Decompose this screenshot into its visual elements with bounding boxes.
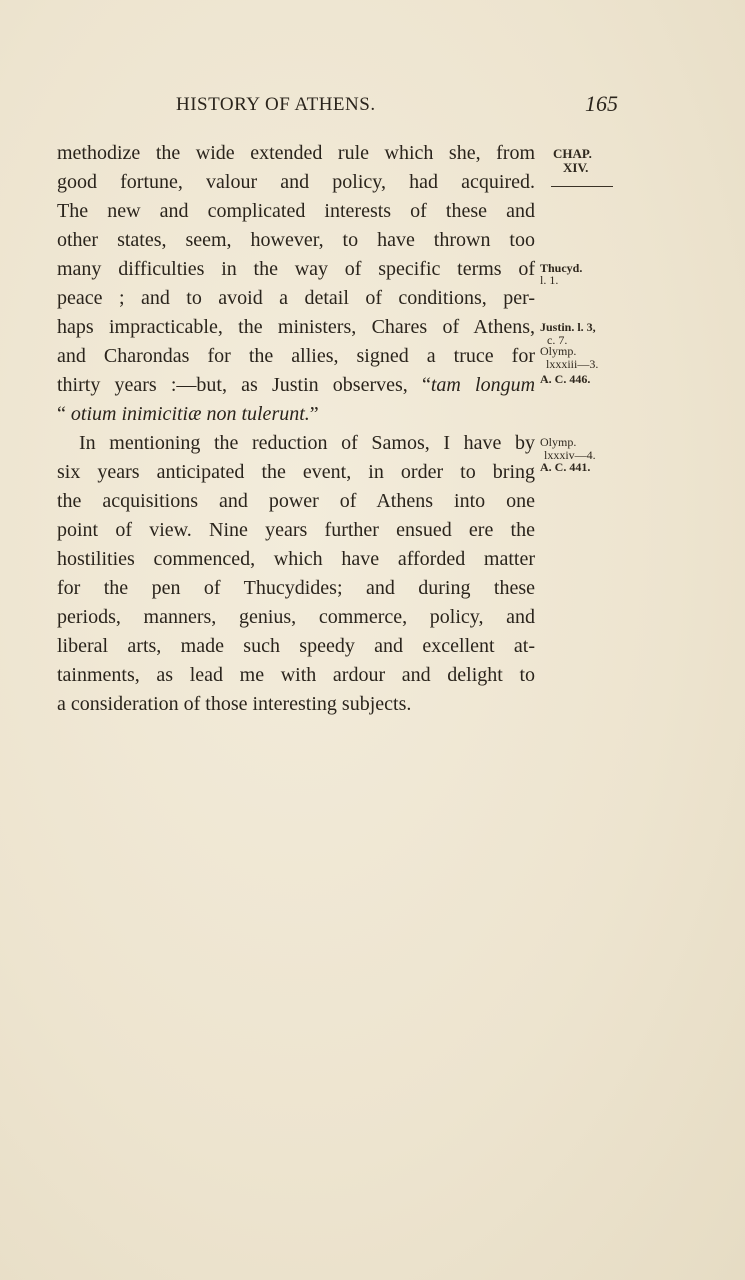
latin-quote-part2: otium inimicitiæ non tulerunt. <box>70 403 310 425</box>
text-line: six years anticipated the event, in order to bring <box>57 461 535 483</box>
text-line: The new and complicated interests of these and <box>57 200 535 222</box>
text-line: liberal arts, made such speedy and excellent at- <box>57 635 535 657</box>
text-line: point of view. Nine years further ensued ere the <box>57 519 535 541</box>
margin-thucydides: Thucyd. <box>540 261 583 275</box>
text-line: hostilities commenced, which have afforded matter <box>57 548 535 570</box>
running-title: HISTORY OF ATHENS. <box>176 94 376 115</box>
margin-ac-1: A. C. 446. <box>540 372 591 386</box>
margin-olympiad-2-ref: lxxxiv—4. <box>544 448 596 462</box>
margin-olympiad-1: Olymp. <box>540 344 577 358</box>
margin-chap: CHAP. <box>553 146 592 161</box>
margin-ac-2: A. C. 441. <box>540 460 591 474</box>
text-line-quote-end: “ otium inimicitiæ non tulerunt.” <box>57 403 319 425</box>
text-line: periods, manners, genius, commerce, policy, and <box>57 606 535 628</box>
margin-justin: Justin. l. 3, <box>540 320 596 334</box>
text-line: methodize the wide extended rule which she, from <box>57 142 535 164</box>
text-line: other states, seem, however, to have thrown too <box>57 229 535 251</box>
text-line: the acquisitions and power of Athens into one <box>57 490 535 512</box>
text-line: many difficulties in the way of specific terms of <box>57 258 535 280</box>
text-line: tainments, as lead me with ardour and delight to <box>57 664 535 686</box>
text-line: good fortune, valour and policy, had acquired. <box>57 171 535 193</box>
text-line: a consideration of those interesting subjects. <box>57 693 412 715</box>
page-number: 165 <box>585 91 618 116</box>
margin-olympiad-2: Olymp. <box>540 435 577 449</box>
margin-justin-ref: c. 7. <box>547 333 568 347</box>
text-line-quote-start: thirty years :—but, as Justin observes, “tam longum <box>57 374 536 396</box>
margin-chap-number: XIV. <box>563 160 589 175</box>
margin-olympiad-1-ref: lxxxiii—3. <box>546 357 599 371</box>
margin-thucydides-ref: l. 1. <box>540 273 559 287</box>
margin-rule <box>551 186 613 187</box>
text-line: and Charondas for the allies, signed a truce for <box>57 345 535 367</box>
text-line: for the pen of Thucydides; and during these <box>57 577 535 599</box>
text-line: haps impracticable, the ministers, Chares of Athens, <box>57 316 535 338</box>
text-line: peace ; and to avoid a detail of conditions, per- <box>57 287 535 309</box>
latin-quote-part1: tam longum <box>430 374 536 396</box>
main-text <box>57 139 535 719</box>
text-line: In mentioning the reduction of Samos, I have by <box>79 432 535 454</box>
